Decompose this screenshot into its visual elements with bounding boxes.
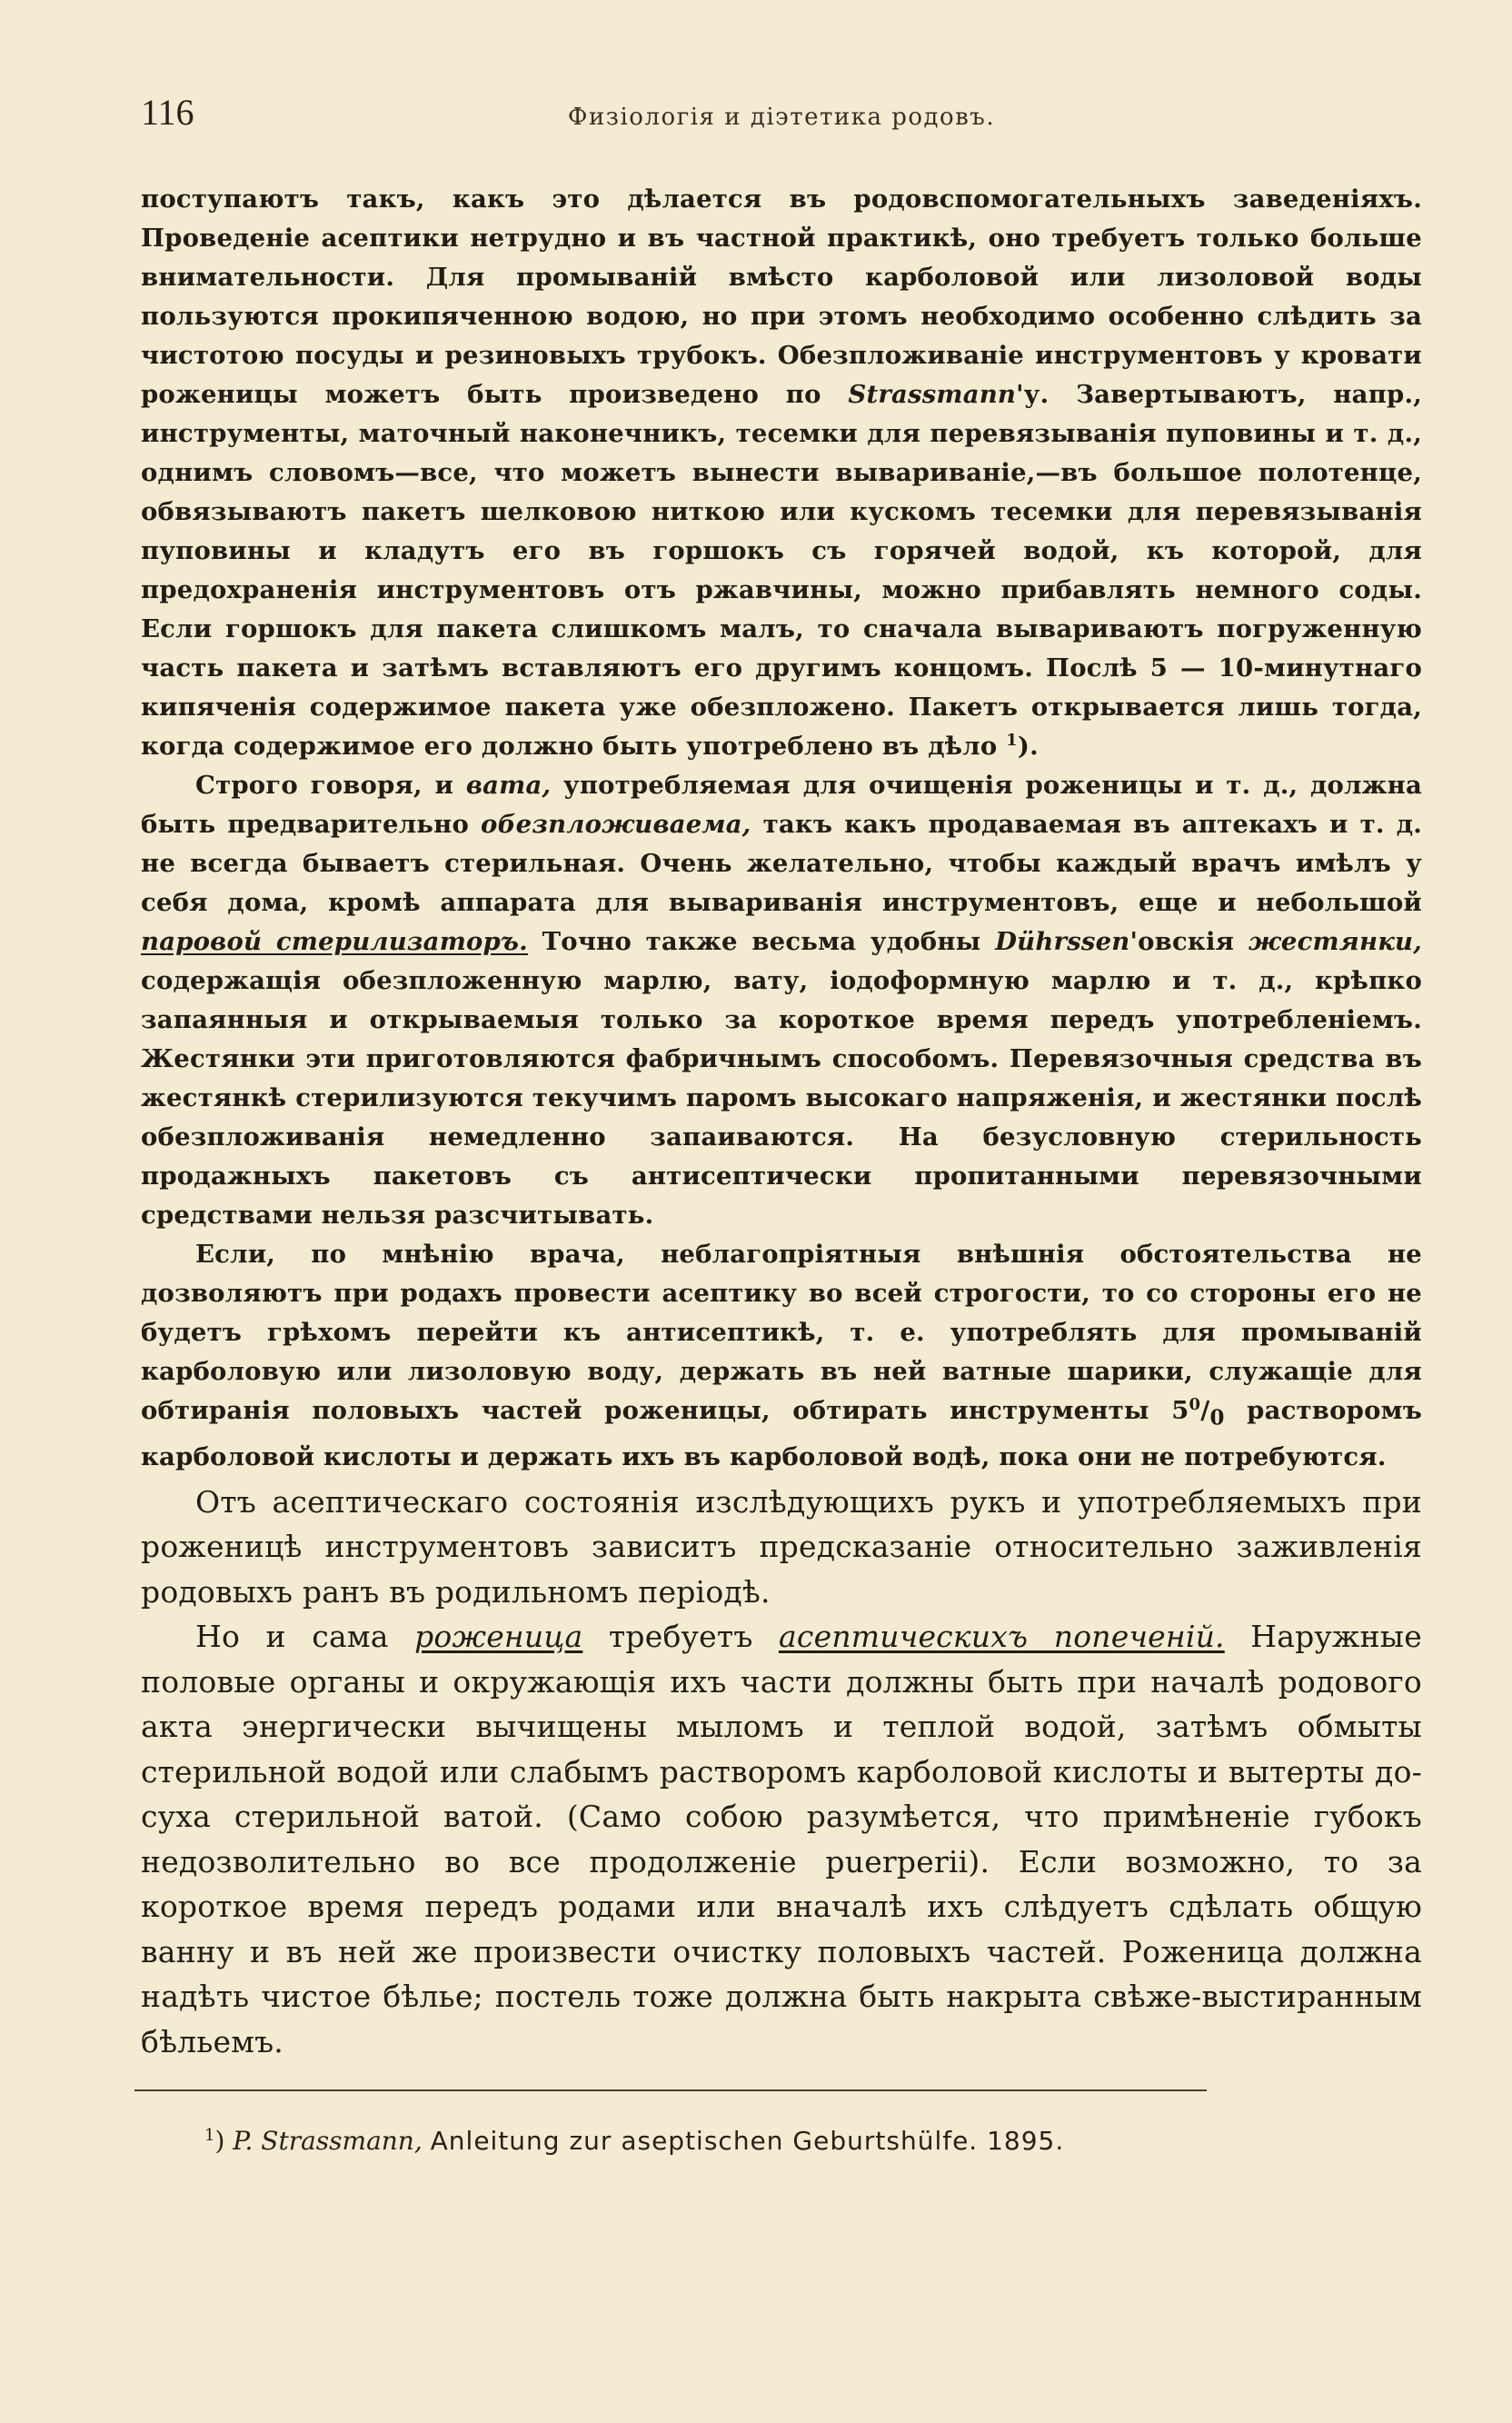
text-run: содержащія обезпложенную марлю, вату, іодоформную марлю и т. д., крѣпко запаянныя и открываемыя только за короткое время передъ употребленіемъ. Жестянки эти приготовляются фабричнымъ способомъ. Перевязочныя средства въ жестянкѣ стерилизуются текучимъ паромъ высокаго напряженія, и жестянки послѣ обезпложиванія немедленно запаиваются. На безусловную стерильность продажныхъ пакетовъ съ антисептически пропитанными перевязочными средствами нельзя разсчитывать. [141, 966, 1422, 1230]
paragraph-prognosis: Отъ асептическаго состоянія изслѣдующихъ рукъ и употребляемыхъ при роженицѣ инструментовъ зависитъ предсказаніе относительно заживленія родовыхъ ранъ въ родильномъ періодѣ. [141, 1483, 1422, 1610]
emphasis: обезпложиваема, [481, 810, 751, 839]
paragraph-asepsis-practice [141, 180, 1422, 766]
emphasis: асептическихъ попеченій. [779, 1619, 1225, 1654]
text-run: Наружные половые органы и окружающія ихъ части должны быть при началѣ родового акта энергически вычищены мыломъ и теплой водой, затѣмъ обмыты стерильной водой или слабымъ растворомъ карболовой кислоты и вытерты до-суха стерильной ватой. (Само собою разумѣется, что примѣненіе губокъ недозволительно во все продолженіе puerperii). Если возможно, то за короткое время передъ родами или вначалѣ ихъ слѣдуетъ сдѣлать общую ванну и въ ней же произвести очистку половыхъ частей. Роженица должна надѣть чистое бѣлье; постель тоже должна быть накрыта свѣже-выстиранным бѣльемъ. [141, 1619, 1422, 2059]
text-run: поступаютъ такъ, какъ это дѣлается въ родовспомогательныхъ заведеніяхъ. Проведеніе асептики нетрудно и въ частной практикѣ, оно требуетъ только больше внимательности. Для промываній вмѣсто карболовой или лизоловой воды пользуются прокипяченною водою, но при этомъ необходимо особенно слѣдить за чистотою посуды и резиновыхъ трубокъ. Обезпложиваніе инструментовъ у кровати роженицы можетъ быть произведено по [141, 184, 1422, 409]
footnote-author: P. Strassmann, [233, 2126, 423, 2156]
footnote-ref: 1 [1006, 731, 1018, 750]
footnote-divider [134, 2089, 1207, 2091]
text-run: растворомъ карболовой кислоты и держать ихъ въ карболовой водѣ, пока они не потребуются. [141, 1396, 1423, 1471]
footnote-mark: 1 [204, 2126, 215, 2145]
footnote-text: Anleitung zur aseptischen Geburtshülfe. 1895. [430, 2126, 1065, 2156]
text-run: употребляемая для очищенія роженицы и т. д., должна быть предварительно [141, 771, 1422, 839]
paragraph-antisepsis [141, 1235, 1422, 1477]
text-run: Но и сама [195, 1619, 415, 1654]
emphasis: роженица [414, 1619, 583, 1654]
text-run: ). [1017, 732, 1039, 761]
text-run: / [1200, 1396, 1210, 1425]
footnote-paren: ) [214, 2126, 225, 2156]
page [141, 91, 1422, 2156]
emphasis: жестянки, [1248, 927, 1422, 956]
text-run: требуетъ [582, 1619, 780, 1654]
subscript: 0 [1209, 1405, 1225, 1431]
text-run: такъ какъ продаваемая въ аптекахъ и т. д. не всегда бываетъ стерильная. Очень желательно, чтобы каждый врачъ имѣлъ у себя дома, кромѣ аппарата для вывариванія инструментовъ, еще и небольшой [141, 810, 1422, 917]
paragraph-parturient-care [141, 1614, 1422, 2064]
text-run: 'у [1016, 380, 1040, 409]
author-name: Strassmann [848, 380, 1017, 409]
text-run: . Завертываютъ, напр., инструменты, маточный наконечникъ, тесемки для перевязыванія пуповины и т. д., однимъ словомъ—все, что можетъ вынести вывариваніе,—въ большое полотенце, обвязываютъ пакетъ шелковою ниткою или кускомъ тесемки для перевязыванія пуповины и кладутъ его въ горшокъ съ горячей водой, къ которой, для предохраненія инструментовъ отъ ржавчины, можно прибавлять немного соды. Если горшокъ для пакета слишкомъ малъ, то сначала вывариваютъ погруженную часть пакета и затѣмъ вставляютъ его другимъ концомъ. Послѣ 5 — 10-минутнаго кипяченія содержимое пакета уже обезпложено. Пакетъ открывается лишь тогда, когда содержимое его должно быть употреблено въ дѣло [141, 380, 1422, 761]
page-header [141, 91, 1422, 145]
footnote [141, 2126, 1422, 2156]
large-print-section [141, 1480, 1422, 2065]
text-run: 'овскія [1129, 927, 1248, 956]
text-run: Точно также весьма удобны [527, 927, 996, 956]
emphasis: вата, [465, 771, 552, 800]
emphasis: паровой стерилизаторъ. [141, 927, 528, 956]
text-run: Если, по мнѣнію врача, неблагопріятныя внѣшнія обстоятельства не дозволяютъ при родахъ провести асептику во всей строгости, то со стороны его не будетъ грѣхомъ перейти къ антисептикѣ, т. е. употреблять для промываній карболовую или лизоловую воду, держать въ ней ватные шарики, служащіе для обтиранія половыхъ частей роженицы, обтирать инструменты 5 [141, 1240, 1422, 1425]
author-name: Dührssen [995, 927, 1130, 956]
running-title: Физіологія и діэтетика родовъ. [567, 104, 996, 131]
page-number: 116 [141, 92, 194, 133]
text-run: Строго говоря, и [195, 771, 466, 800]
small-print-section [141, 180, 1422, 1477]
superscript: 0 [1189, 1395, 1201, 1414]
paragraph-sterile-cotton [141, 766, 1422, 1235]
